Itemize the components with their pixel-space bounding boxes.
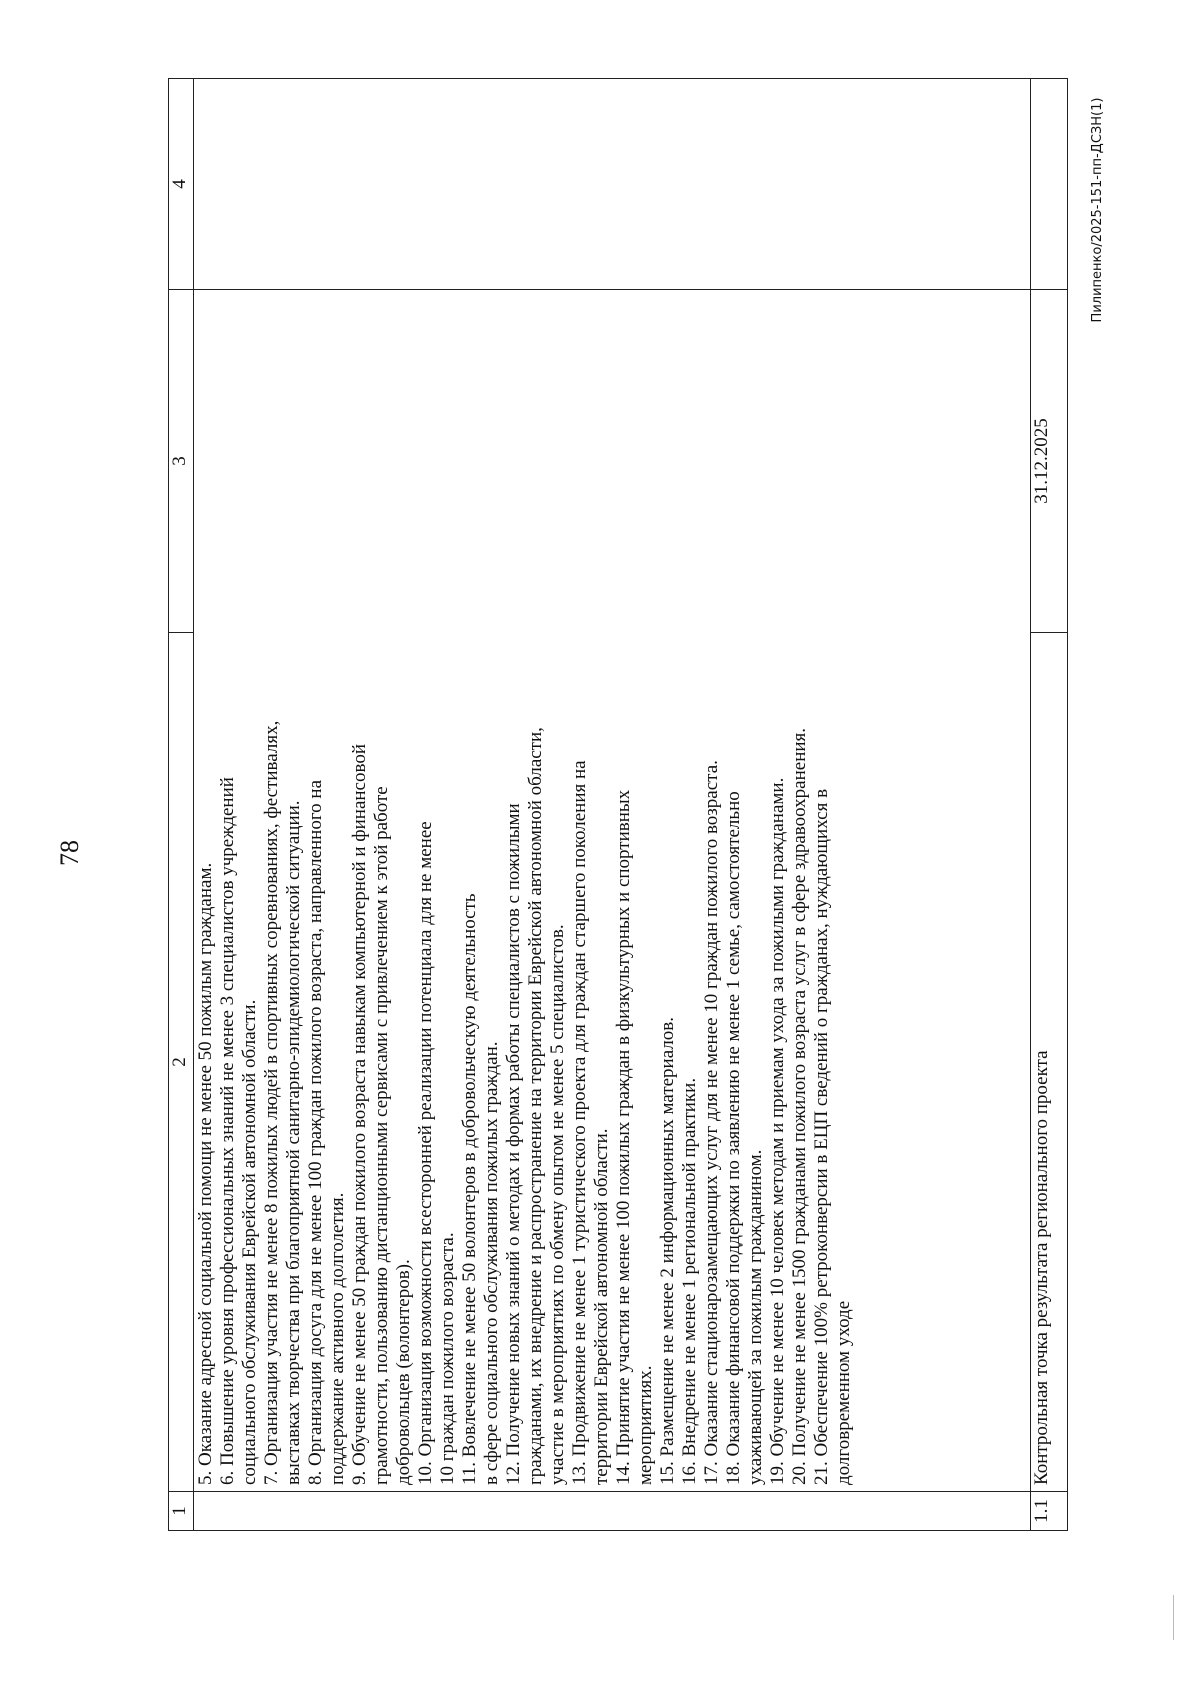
- result-line: 12. Получение новых знаний о методах и формах работы специалистов с пожилыми: [502, 803, 524, 1485]
- result-line: грамотности, пользованию дистанционными сервисами с привлечением к этой работе: [370, 786, 392, 1485]
- table-row: [193, 79, 1030, 1531]
- result-line: 9. Обучение не менее 50 граждан пожилого возраста навыкам компьютерной и финансовой: [348, 744, 370, 1485]
- result-line: выставках творчества при благоприятной санитарно-эпидемиологической ситуации.: [282, 800, 304, 1485]
- header-col-2: 2: [169, 633, 194, 1492]
- header-col-1: 1: [169, 1492, 194, 1531]
- result-line: 10 граждан пожилого возраста.: [436, 1232, 458, 1485]
- result-line: 7. Организация участия не менее 8 пожилых людей в спортивных соревнованиях, фестивалях,: [260, 720, 282, 1485]
- result-line: 14. Принятие участия не менее 100 пожилых граждан в физкультурных и спортивных: [612, 789, 634, 1485]
- header-col-3: 3: [169, 290, 194, 633]
- result-line: 5. Оказание адресной социальной помощи не менее 50 пожилым гражданам.: [194, 862, 216, 1485]
- result-line: в сфере социального обслуживания пожилых граждан.: [480, 1041, 502, 1485]
- result-line: добровольцев (волонтеров).: [392, 1259, 414, 1485]
- table-row: [1030, 79, 1067, 1531]
- rotated-table-wrapper: [168, 119, 1068, 1531]
- result-line: 17. Оказание стационарозамещающих услуг для не менее 10 граждан пожилого возраста.: [700, 760, 722, 1485]
- project-table: [168, 78, 1068, 1531]
- result-line: 18. Оказание финансовой поддержки по заявлению не менее 1 семье, самостоятельно: [722, 791, 744, 1485]
- result-line: социального обслуживания Еврейской автономной области.: [238, 999, 260, 1485]
- control-point-date: 31.12.2025: [1030, 290, 1067, 633]
- result-line: 11. Вовлечение не менее 50 волонтеров в добровольческую деятельность: [458, 893, 480, 1485]
- result-line: 16. Внедрение не менее 1 региональной практики.: [678, 1077, 700, 1485]
- result-line: 8. Организация досуга для не менее 100 граждан пожилого возраста, направленного на: [304, 779, 326, 1485]
- result-line: 6. Повышение уровня профессиональных знаний не менее 3 специалистов учреждений: [216, 777, 238, 1485]
- result-line: мероприятиях.: [634, 1365, 656, 1485]
- result-line: поддержание активного долголетия.: [326, 1192, 348, 1485]
- result-line: 20. Получение не менее 1500 гражданами пожилого возраста услуг в сфере здравоохранения.: [788, 727, 810, 1485]
- result-line: ухаживающей за пожилым гражданином.: [744, 1149, 766, 1485]
- body-cell-col-1: [193, 1492, 1030, 1531]
- control-point-description: Контрольная точка результата регионального проекта: [1030, 633, 1067, 1492]
- control-point-col-4: [1030, 79, 1067, 290]
- result-line: 19. Обучение не менее 10 человек методам и приемам ухода за пожилыми гражданами.: [766, 777, 788, 1485]
- results-list-cell: [193, 290, 1030, 1492]
- header-col-4: 4: [169, 79, 194, 290]
- result-line: гражданами, их внедрение и распространение на территории Еврейской автономной области,: [524, 727, 546, 1485]
- result-line: долговременном уходе: [832, 1300, 854, 1485]
- result-line: участие в мероприятиях по обмену опытом не менее 5 специалистов.: [546, 924, 568, 1485]
- row-number: 1.1: [1030, 1492, 1067, 1531]
- result-line: 13. Продвижение не менее 1 туристического проекта для граждан старшего поколения на: [568, 760, 590, 1485]
- footer-document-code: Пилипенко/2025-151-пп-ДСЗН(1): [1090, 97, 1105, 323]
- result-line: 21. Обеспечение 100% ретроконверсии в ЕЦП сведений о гражданах, нуждающихся в: [810, 788, 832, 1485]
- table-header-row: [169, 79, 194, 1531]
- margin-rule: [1173, 1595, 1174, 1640]
- result-line: 10. Организация возможности всесторонней реализации потенциала для не менее: [414, 821, 436, 1485]
- result-line: 15. Размещение не менее 2 информационных материалов.: [656, 1016, 678, 1485]
- body-cell-col-4: [193, 79, 1030, 290]
- result-line: территории Еврейской автономной области.: [590, 1128, 612, 1485]
- results-list: [195, 296, 855, 1485]
- page-number: 78: [55, 840, 84, 866]
